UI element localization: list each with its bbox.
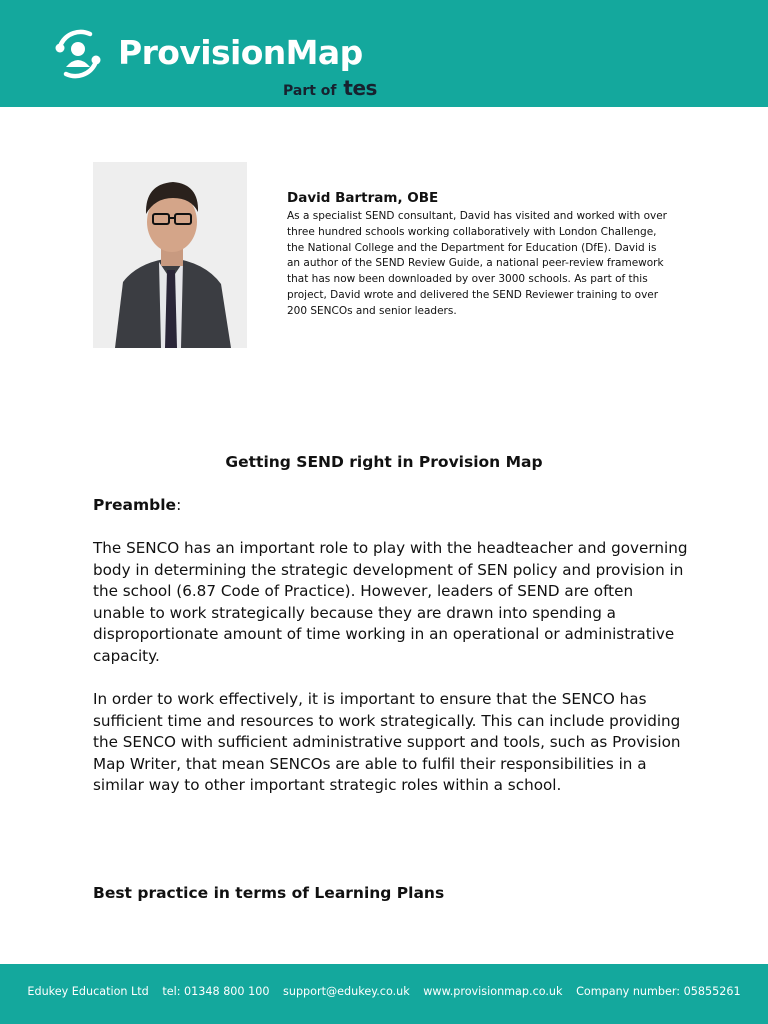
- document-title: Getting SEND right in Provision Map: [225, 453, 543, 471]
- footer-email: support@edukey.co.uk: [283, 985, 410, 998]
- preamble-label: Preamble: [93, 496, 177, 514]
- brand-name: ProvisionMap: [118, 33, 363, 72]
- section-heading: Best practice in terms of Learning Plans: [93, 884, 445, 902]
- part-of-label: Part of: [283, 83, 337, 99]
- paragraph-senco-role: The SENCO has an important role to play with the headteacher and governing body in determining the strategic development of SEN policy and provision in the school (6.87 Code of Practice). However, leaders of SEND are often unable to work strategically because they are drawn into spending a disproportionate amount of time working in an operational or administrative capacity.: [93, 539, 688, 665]
- author-bio: As a specialist SEND consultant, David has visited and worked with over three hundred schools working collaboratively with London Challenge, the National College and the Department for Education (DfE). David is an author of the SEND Review Guide, a national peer-review framework that has now been downloaded by over 3000 schools. As part of this project, David wrote and delivered the SEND Reviewer training to over 200 SENCOs and senior leaders.: [287, 210, 667, 317]
- parent-brand: tes: [343, 76, 377, 100]
- preamble-heading: [93, 494, 181, 516]
- footer-company-number: Company number: 05855261: [576, 985, 741, 998]
- page-footer: [0, 964, 768, 1024]
- part-of-tag: [283, 78, 377, 101]
- user-sync-icon: [48, 26, 108, 82]
- preamble-colon: :: [176, 496, 182, 514]
- page-header: [0, 0, 768, 107]
- footer-phone: tel: 01348 800 100: [162, 985, 270, 998]
- portrait-photo: [93, 162, 247, 348]
- paragraph-work-effectively: In order to work effectively, it is important to ensure that the SENCO has sufficient time and resources to work strategically. This can include providing the SENCO with sufficient administrative support and tools, such as Provision Map Writer, that mean SENCOs are able to fulfil their responsibilities in a similar way to other important strategic roles within a school.: [93, 690, 681, 795]
- author-photo: [93, 162, 247, 348]
- footer-company: Edukey Education Ltd: [27, 985, 149, 998]
- footer-website: www.provisionmap.co.uk: [423, 985, 563, 998]
- footer-contact-line: [0, 984, 768, 1000]
- author-name: David Bartram, OBE: [287, 190, 439, 206]
